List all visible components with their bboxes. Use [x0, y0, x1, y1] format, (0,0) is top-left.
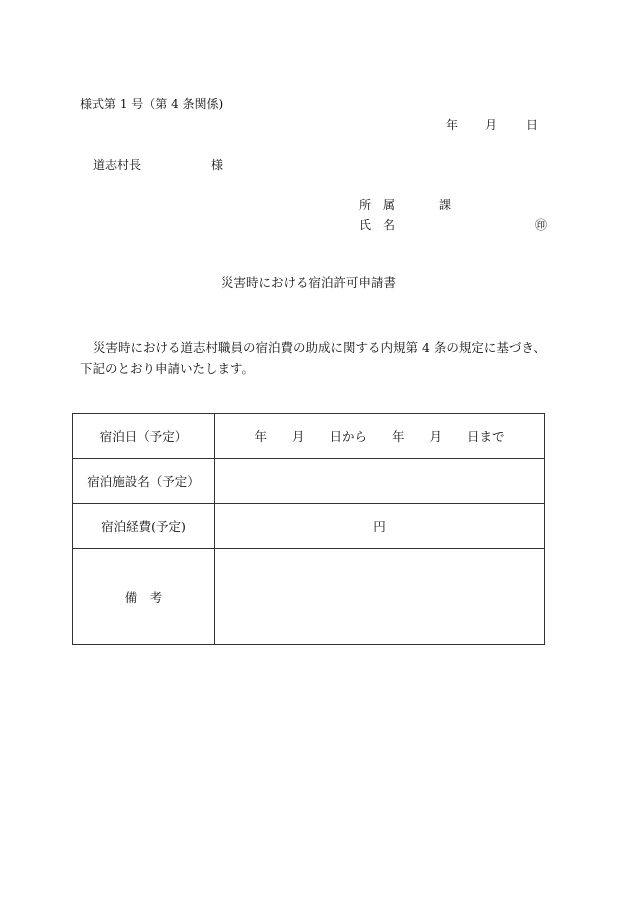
table-row-expense	[73, 504, 545, 549]
stay-date-value: 年 月 日から 年 月 日まで	[215, 414, 545, 459]
expense-value: 円	[215, 504, 545, 549]
department-suffix: 課	[439, 198, 452, 212]
table-row-facility	[73, 459, 545, 504]
seal-mark: ㊞	[535, 218, 548, 232]
department-label: 所 属	[359, 198, 396, 212]
facility-label: 宿泊施設名（予定）	[73, 459, 215, 504]
name-label: 氏 名	[359, 218, 396, 232]
date-year: 年	[446, 118, 459, 132]
addressee-name: 道志村長	[93, 158, 142, 172]
table-row-remarks	[73, 549, 545, 645]
addressee-honorific: 様	[211, 158, 224, 172]
stay-date-label: 宿泊日（予定）	[73, 414, 215, 459]
form-number: 様式第 1 号（第 4 条関係)	[80, 97, 224, 111]
document-title: 災害時における宿泊許可申請書	[221, 275, 397, 290]
remarks-value	[215, 549, 545, 645]
date-month: 月	[485, 118, 498, 132]
facility-value	[215, 459, 545, 504]
request-table	[72, 413, 545, 645]
body-paragraph: 災害時における道志村職員の宿泊費の助成に関する内規第 4 条の規定に基づき、下記のとおり申請いたします。	[80, 340, 546, 376]
table-row-stay-date	[73, 414, 545, 459]
date-day: 日	[526, 118, 539, 132]
expense-label: 宿泊経費(予定)	[73, 504, 215, 549]
remarks-label: 備 考	[73, 549, 215, 645]
